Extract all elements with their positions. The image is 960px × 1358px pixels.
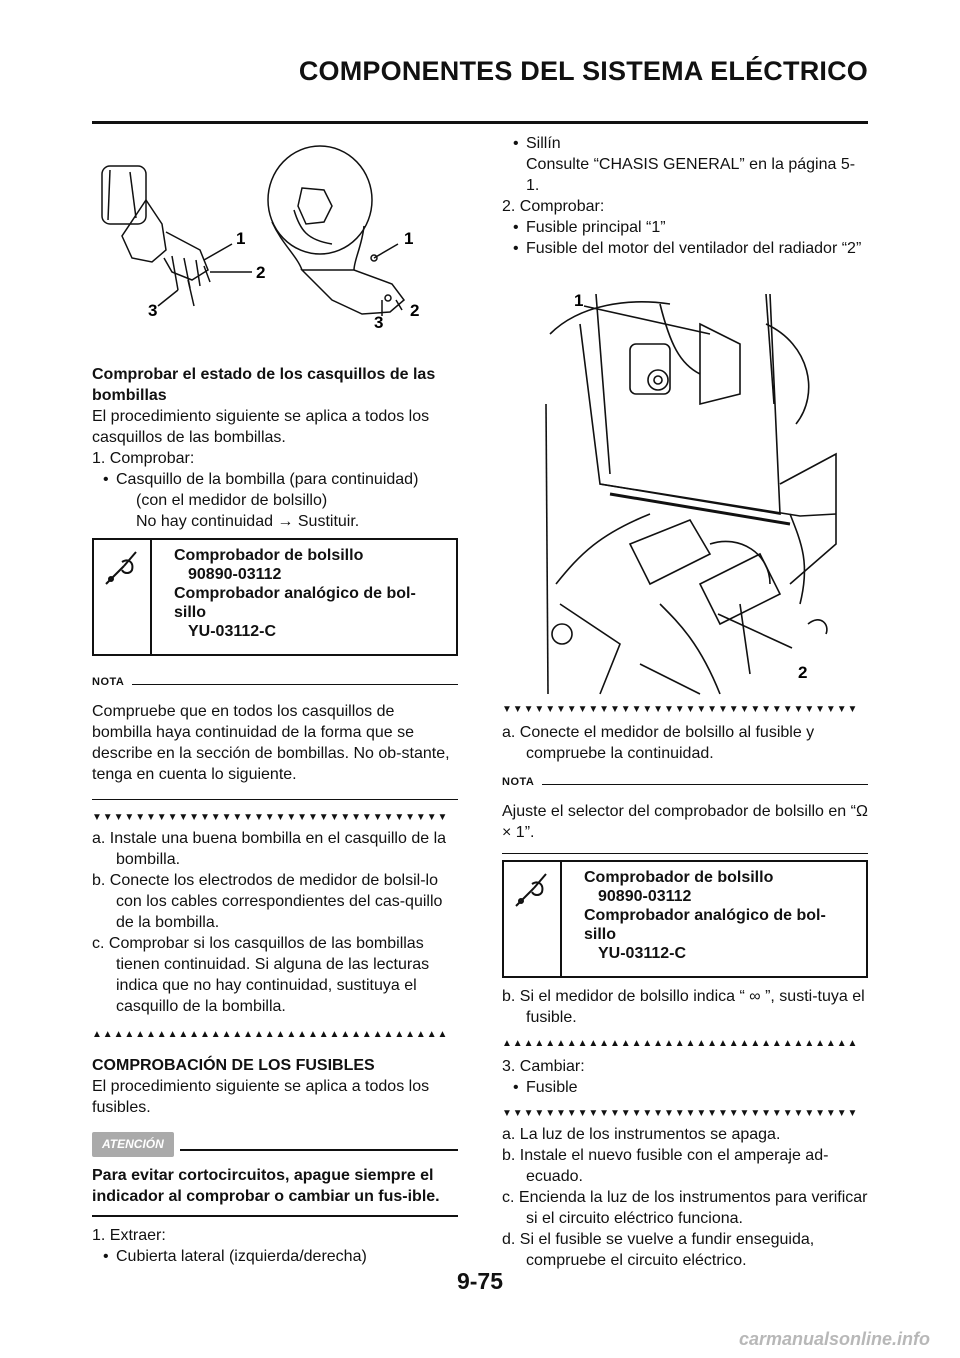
bulb-label-1b: 1 bbox=[404, 229, 414, 248]
bulb-socket-figure bbox=[92, 140, 458, 340]
change-step-a: a. La luz de los instrumentos se apaga. bbox=[502, 1126, 781, 1143]
tool-text-2 bbox=[562, 862, 836, 976]
bulb-socket-heading: Comprobar el estado de los casquillos de las bombillas bbox=[92, 366, 436, 404]
tool2-name2a: Comprobador analógico de bol- bbox=[584, 907, 826, 924]
tool1-code1: 90890-03112 bbox=[188, 566, 282, 583]
sillin-reference: Consulte “CHASIS GENERAL” en la página 5-1. bbox=[526, 156, 856, 194]
right-step-a: a. Conecte el medidor de bolsillo al fusible y compruebe la continuidad. bbox=[502, 724, 815, 762]
right-column-top bbox=[502, 133, 868, 259]
right-nota-text: Ajuste el selector del comprobador de bolsillo en “Ω × 1”. bbox=[502, 803, 868, 841]
fuse-heading: COMPROBACIÓN DE LOS FUSIBLES bbox=[92, 1057, 375, 1074]
check-bullet-cont: (con el medidor de bolsillo) bbox=[136, 492, 328, 509]
right-column-bottom bbox=[502, 704, 868, 1271]
tool1-name2a: Comprobador analógico de bol- bbox=[174, 585, 416, 602]
header-rule bbox=[92, 121, 868, 124]
change-step-3: 3. Cambiar: bbox=[502, 1058, 585, 1075]
tool-box-1 bbox=[92, 538, 458, 656]
right-nota-header bbox=[502, 772, 868, 793]
bulb-label-2: 2 bbox=[256, 263, 266, 282]
check-step-1: 1. Comprobar: bbox=[92, 450, 195, 467]
bullet-sillin: • Sillín bbox=[502, 133, 868, 154]
tool2-code1: 90890-03112 bbox=[598, 888, 692, 905]
nota-text: Compruebe que en todos los casquillos de bombilla haya continuidad de la forma que se describe en la sección de bombillas. No ob-stante, tenga en cuenta lo siguiente. bbox=[92, 703, 450, 783]
check-bullet-socket: • Casquillo de la bombilla (para continuidad) bbox=[92, 469, 458, 490]
procedure-end-marker: ▲▲▲▲▲▲▲▲▲▲▲▲▲▲▲▲▲▲▲▲▲▲▲▲▲▲▲▲▲▲▲▲▲ bbox=[92, 1029, 449, 1040]
bulb-socket-intro: El procedimiento siguiente se aplica a todos los casquillos de las bombillas. bbox=[92, 408, 430, 446]
tool-wrench-icon bbox=[94, 540, 152, 654]
page-title: COMPONENTES DEL SISTEMA ELÉCTRICO bbox=[298, 56, 868, 86]
right-procedure-start-marker: ▼▼▼▼▼▼▼▼▼▼▼▼▼▼▼▼▼▼▼▼▼▼▼▼▼▼▼▼▼▼▼▼▼ bbox=[502, 704, 859, 715]
atencion-text: Para evitar cortocircuitos, apague siempre el indicador al comprobar o cambiar un fus-ible. bbox=[92, 1167, 440, 1205]
bulb-label-3: 3 bbox=[148, 301, 158, 320]
check-result: No hay continuidad → Sustituir. bbox=[136, 513, 360, 530]
fuse-intro: El procedimiento siguiente se aplica a todos los fusibles. bbox=[92, 1078, 430, 1116]
tool2-name1: Comprobador de bolsillo bbox=[584, 869, 774, 886]
tool-wrench-icon-2 bbox=[504, 862, 562, 976]
fuse-label-1: 1 bbox=[574, 291, 584, 310]
extract-step: 1. Extraer: bbox=[92, 1227, 166, 1244]
fuse-location-figure bbox=[540, 284, 840, 704]
tool2-code2: YU-03112-C bbox=[598, 945, 687, 962]
bulb-label-3b: 3 bbox=[374, 313, 384, 332]
left-column bbox=[92, 364, 458, 1267]
right-step-b: b. Si el medidor de bolsillo indica “ ∞ ”, susti-tuya el fusible. bbox=[502, 988, 865, 1026]
page-number: 9-75 bbox=[456, 1268, 504, 1294]
bulb-label-2b: 2 bbox=[410, 301, 420, 320]
bulb-label-1: 1 bbox=[236, 229, 246, 248]
right-procedure-end-marker: ▲▲▲▲▲▲▲▲▲▲▲▲▲▲▲▲▲▲▲▲▲▲▲▲▲▲▲▲▲▲▲▲▲ bbox=[502, 1038, 859, 1049]
tool1-name1: Comprobador de bolsillo bbox=[174, 547, 364, 564]
bullet-main-fuse: • Fusible principal “1” bbox=[502, 217, 868, 238]
procedure-step-c: c. Comprobar si los casquillos de las bombillas tienen continuidad. Si alguna de las lecturas indica que no hay continuidad, sustituya el casquillo de la bombilla. bbox=[92, 935, 430, 1015]
procedure-step-b: b. Conecte los electrodos de medidor de bolsil-lo con los cables correspondientes del cas-quillo de la bombilla. bbox=[92, 872, 443, 931]
watermark: carmanualsonline.info bbox=[738, 1329, 930, 1349]
right-nota-label: NOTA bbox=[502, 776, 535, 788]
tool2-name2b: sillo bbox=[584, 926, 617, 943]
tool-box-2 bbox=[502, 860, 868, 978]
atencion-badge: ATENCIÓN bbox=[92, 1132, 174, 1157]
change-procedure-start-marker: ▼▼▼▼▼▼▼▼▼▼▼▼▼▼▼▼▼▼▼▼▼▼▼▼▼▼▼▼▼▼▼▼▼ bbox=[502, 1108, 859, 1119]
bullet-fusible: • Fusible bbox=[502, 1077, 868, 1098]
fuse-label-2: 2 bbox=[798, 663, 808, 682]
change-step-c: c. Encienda la luz de los instrumentos para verificar si el circuito eléctrico funciona. bbox=[502, 1189, 868, 1227]
atencion-header bbox=[92, 1132, 458, 1157]
procedure-step-a: a. Instale una buena bombilla en el casquillo de la bombilla. bbox=[92, 830, 447, 868]
nota-header bbox=[92, 672, 458, 693]
change-step-d: d. Si el fusible se vuelve a fundir enseguida, compruebe el circuito eléctrico. bbox=[502, 1231, 815, 1269]
nota-label: NOTA bbox=[92, 676, 125, 688]
change-step-b: b. Instale el nuevo fusible con el amperaje ad-ecuado. bbox=[502, 1147, 829, 1185]
tool1-name2b: sillo bbox=[174, 604, 207, 621]
bullet-fan-fuse: • Fusible del motor del ventilador del radiador “2” bbox=[502, 238, 868, 259]
procedure-start-marker: ▼▼▼▼▼▼▼▼▼▼▼▼▼▼▼▼▼▼▼▼▼▼▼▼▼▼▼▼▼▼▼▼▼ bbox=[92, 812, 449, 823]
check-step-2: 2. Comprobar: bbox=[502, 198, 605, 215]
tool1-code2: YU-03112-C bbox=[188, 623, 277, 640]
extract-bullet: • Cubierta lateral (izquierda/derecha) bbox=[92, 1246, 458, 1267]
tool-text-1 bbox=[152, 540, 426, 654]
